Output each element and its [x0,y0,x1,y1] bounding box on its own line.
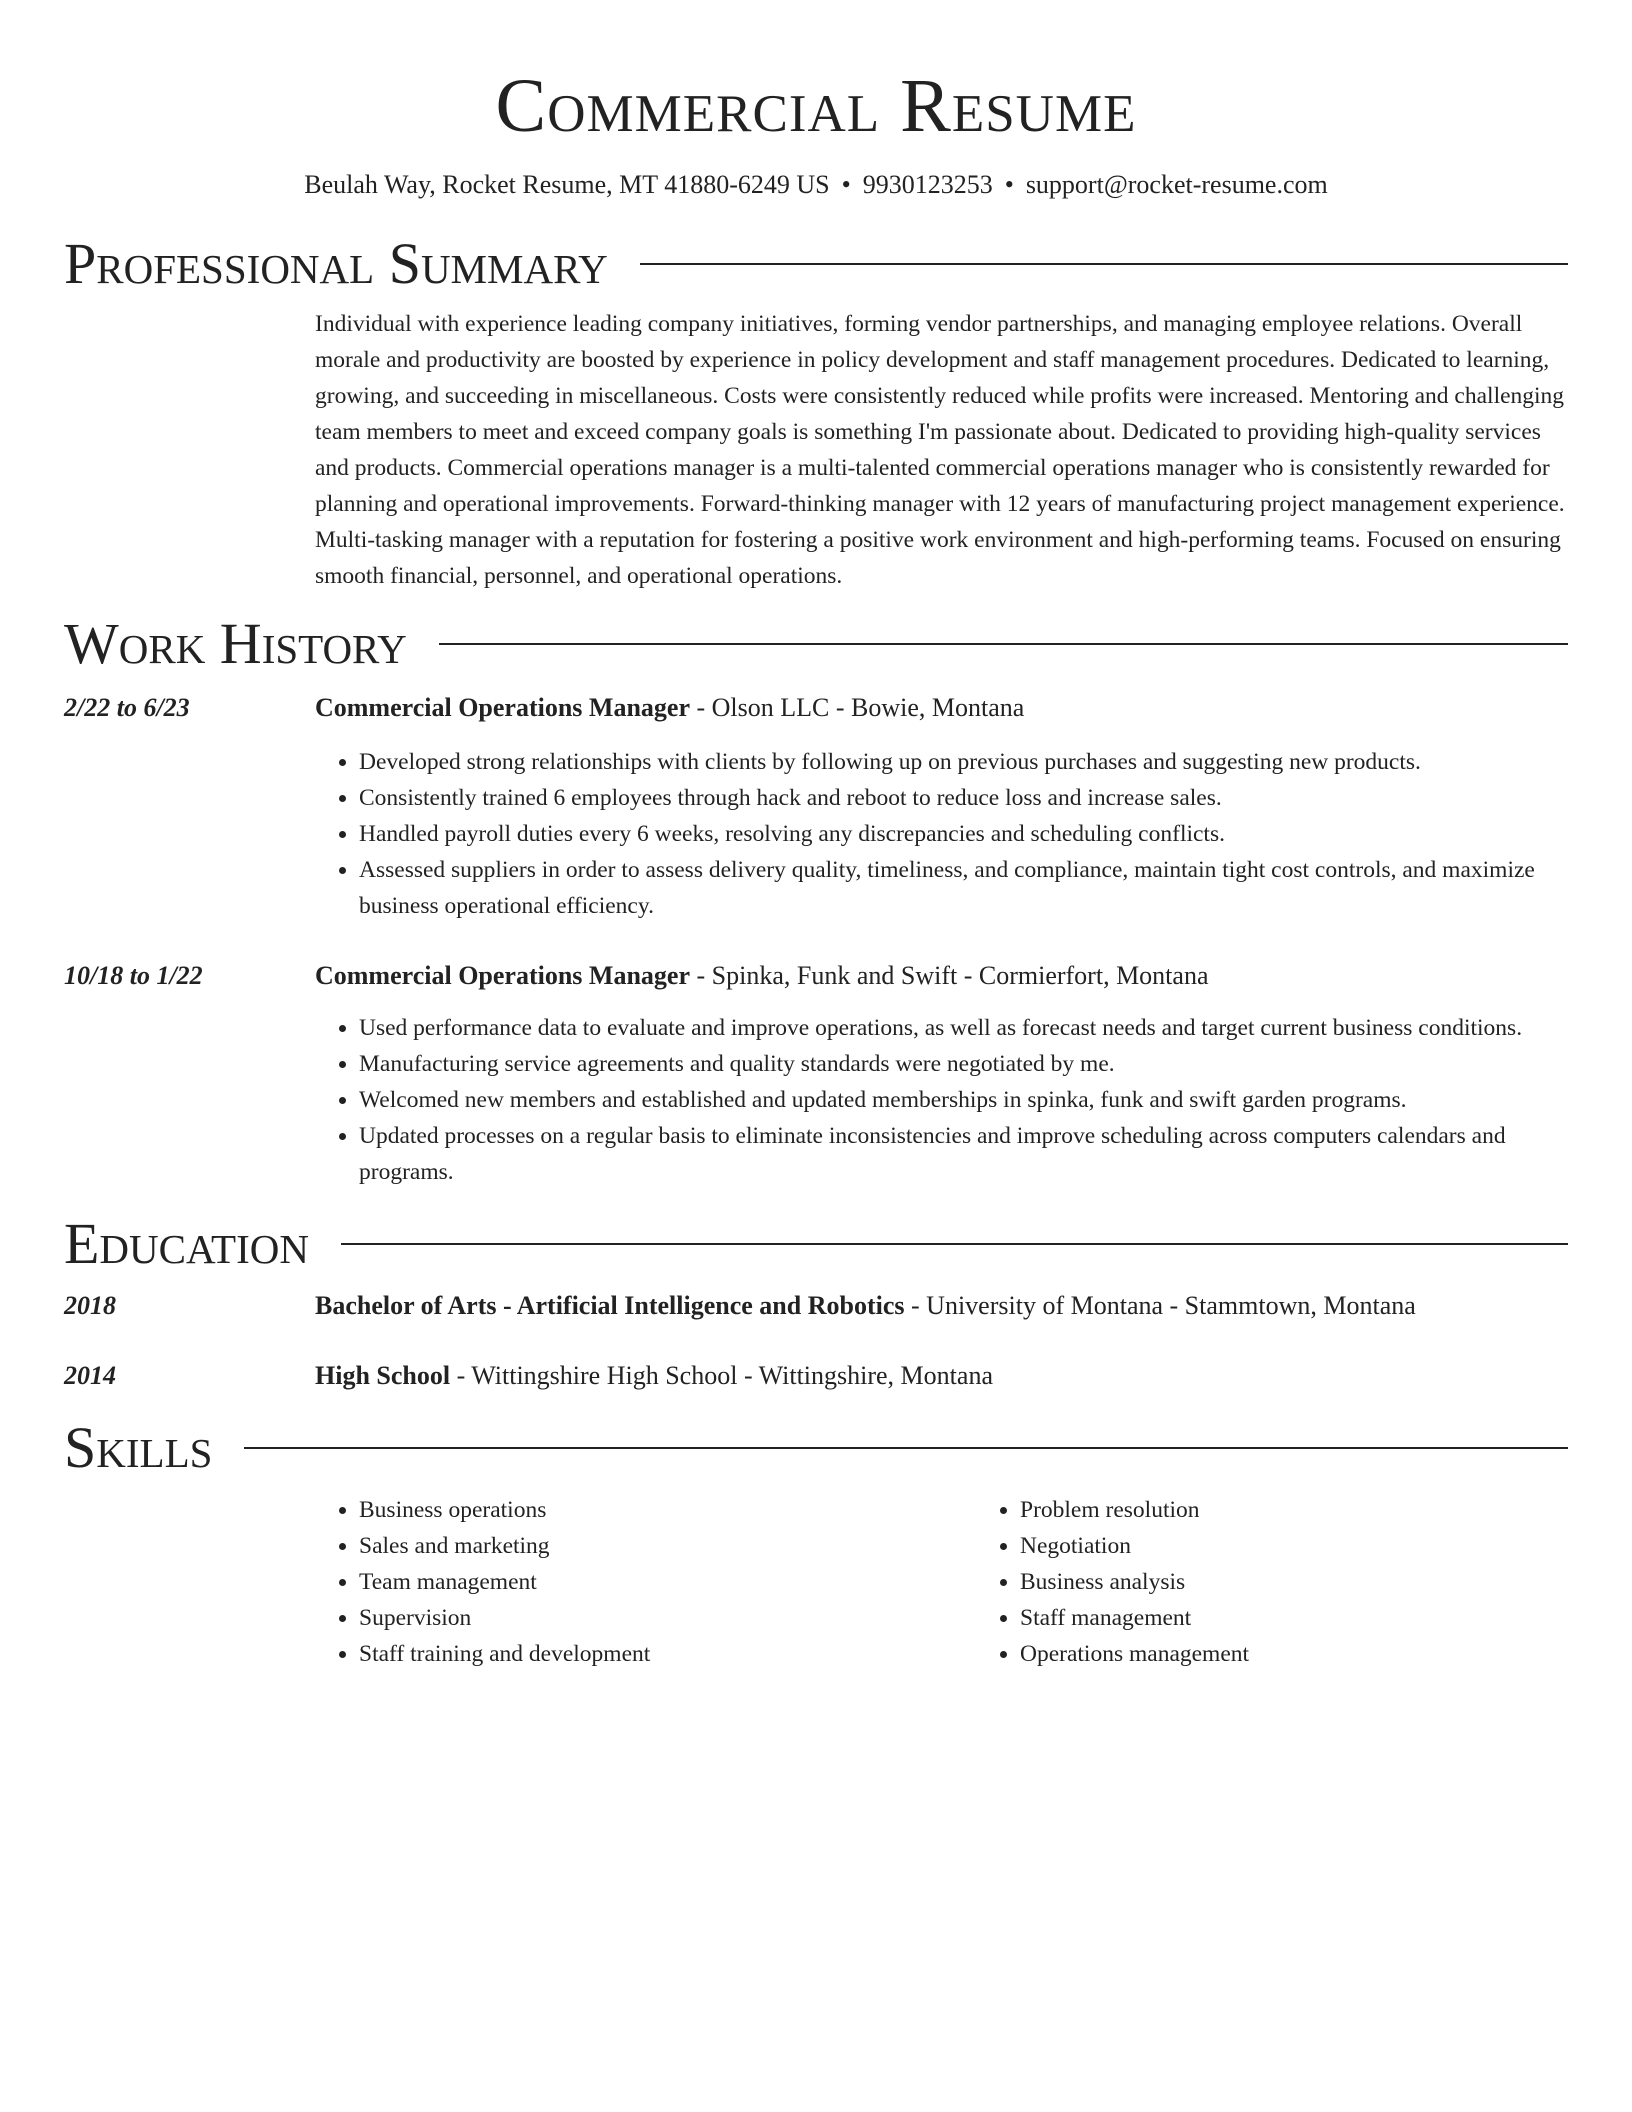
job-role: Commercial Operations Manager [315,961,690,990]
section-work-title: Work History [64,611,407,676]
job-details: - Spinka, Funk and Swift - Cormierfort, Montana [690,961,1209,990]
job-entry [64,690,1568,924]
skill-item: • Sales and marketing [359,1528,976,1564]
section-summary-heading [64,232,1568,296]
skill-item: • Supervision [359,1600,976,1636]
education-year: 2014 [64,1361,116,1390]
contact-address: Beulah Way, Rocket Resume, MT 41880-6249 US [304,170,830,199]
skills-row [64,1492,1568,1672]
skill-item: • Team management [359,1564,976,1600]
job-heading [315,958,1568,994]
job-bullet: • Welcomed new members and established and updated memberships in spinka, funk and swift garden programs. [359,1082,1568,1118]
job-dates: 10/18 to 1/22 [64,961,203,990]
education-details: - Wittingshire High School - Wittingshire, Montana [450,1361,993,1390]
summary-row [64,306,1568,594]
education-entry [64,1358,1568,1394]
education-degree: Bachelor of Arts - Artificial Intelligence and Robotics [315,1291,905,1320]
education-degree: High School [315,1361,451,1390]
resume-page [64,0,1568,1672]
job-bullet: • Manufacturing service agreements and quality standards were negotiated by me. [359,1046,1568,1082]
education-year: 2018 [64,1291,116,1320]
education-entry [64,1288,1568,1324]
job-bullet: • Developed strong relationships with clients by following up on previous purchases and suggesting new products. [359,744,1568,780]
skill-item: • Staff training and development [359,1636,976,1672]
contact-line [64,168,1568,202]
job-bullets [315,744,1568,924]
job-bullet: • Used performance data to evaluate and improve operations, as well as forecast needs and target current business conditions. [359,1010,1568,1046]
skill-item: • Staff management [1020,1600,1632,1636]
section-skills-heading [64,1416,1568,1480]
skill-item: • Business analysis [1020,1564,1632,1600]
contact-separator: • [1004,170,1014,199]
summary-text: Individual with experience leading company initiatives, forming vendor partnerships, and managing employee relations. Overall morale and productivity are boosted by experience in policy development and staff management procedures. Dedicated to learning, growing, and succeeding in miscellaneous. Costs were consistently reduced while profits were increased. Mentoring and challenging team members to meet and exceed company goals is something I'm passionate about. Dedicated to providing high-quality services and products. Commercial operations manager is a multi-talented commercial operations manager who is consistently rewarded for planning and operational improvements. Forward-thinking manager with 12 years of manufacturing project management experience. Multi-tasking manager with a reputation for fostering a positive work environment and high-performing teams. Focused on ensuring smooth financial, personnel, and operational operations. [315,311,1565,589]
section-skills-title: Skills [64,1415,213,1480]
section-divider [439,643,1568,645]
education-heading [315,1288,1568,1324]
job-entry [64,958,1568,1190]
contact-email: support@rocket-resume.com [1025,170,1328,199]
section-divider [244,1447,1568,1449]
skills-columns [315,1492,1632,1672]
contact-separator: • [841,170,851,199]
skill-item: • Operations management [1020,1636,1632,1672]
job-bullet: • Updated processes on a regular basis to eliminate inconsistencies and improve scheduling across computers calendars and programs. [359,1118,1568,1190]
contact-phone: 9930123253 [862,170,993,199]
education-heading [315,1358,1568,1394]
summary-left-spacer [64,306,315,594]
section-summary-title: Professional Summary [64,231,608,296]
job-bullet: • Consistently trained 6 employees through hack and reboot to reduce loss and increase sales. [359,780,1568,816]
section-divider [341,1243,1568,1245]
skills-list-right [976,1492,1632,1672]
skill-item: • Problem resolution [1020,1492,1632,1528]
resume-title: Commercial Resume [495,64,1137,148]
skills-left-spacer [64,1492,315,1672]
skills-list-left [315,1492,976,1672]
job-dates: 2/22 to 6/23 [64,693,190,722]
education-details: - University of Montana - Stammtown, Montana [904,1291,1416,1320]
job-heading [315,690,1568,726]
skill-item: • Business operations [359,1492,976,1528]
job-details: - Olson LLC - Bowie, Montana [690,693,1025,722]
skill-item: • Negotiation [1020,1528,1632,1564]
section-education-title: Education [64,1211,309,1276]
section-work-heading [64,612,1568,676]
job-bullets [315,1010,1568,1190]
job-bullet: • Assessed suppliers in order to assess delivery quality, timeliness, and compliance, maintain tight cost controls, and maximize business operational efficiency. [359,852,1568,924]
section-education-heading [64,1212,1568,1276]
job-role: Commercial Operations Manager [315,693,690,722]
section-divider [640,263,1568,265]
job-bullet: • Handled payroll duties every 6 weeks, resolving any discrepancies and scheduling conflicts. [359,816,1568,852]
